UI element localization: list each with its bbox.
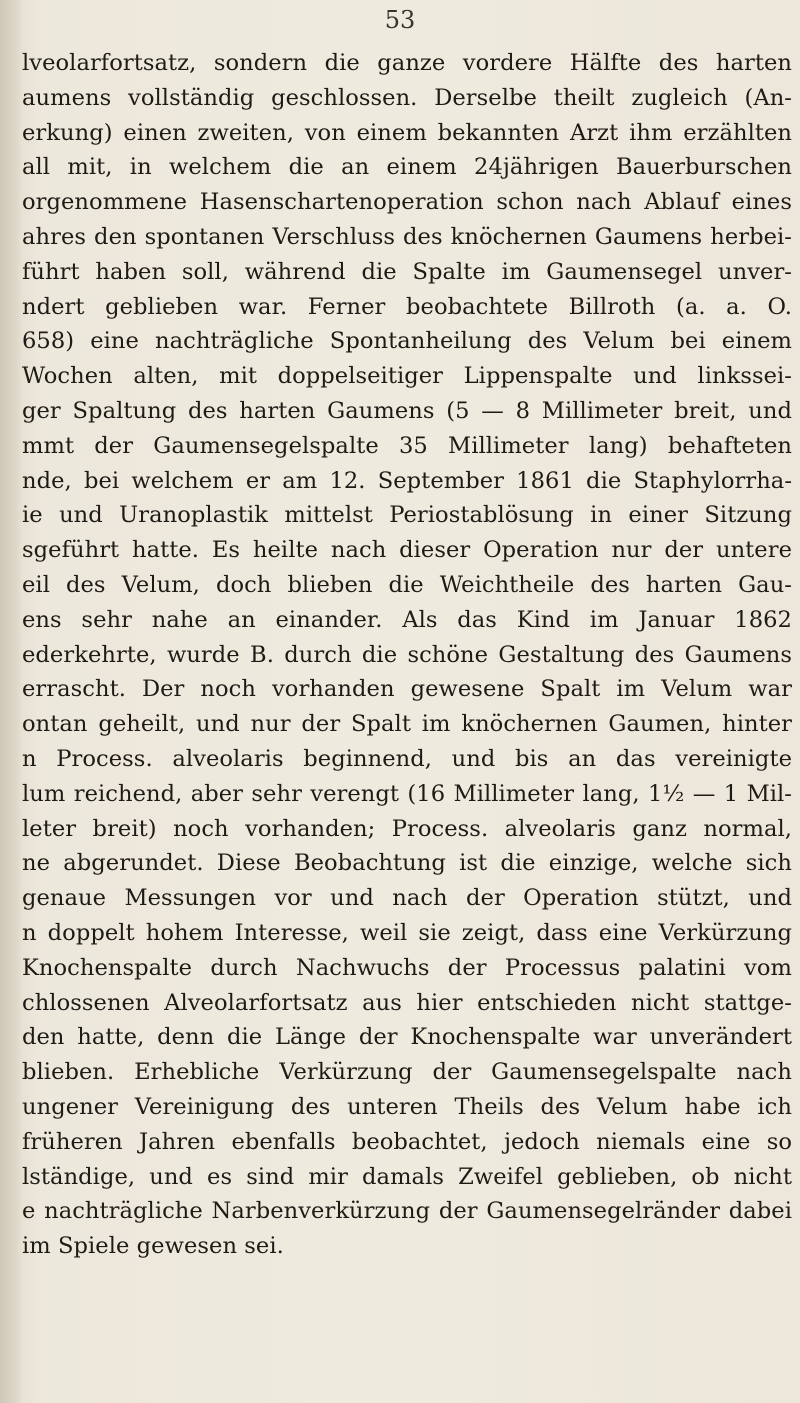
text-line: Knochenspalte durch Nachwuchs der Processus palatini vom: [22, 954, 792, 981]
text-line: all mit, in welchem die an einem 24jährigen Bauerburschen: [22, 154, 792, 181]
text-line: eil des Velum, doch blieben die Weichtheile des harten Gau-: [22, 571, 792, 598]
text-line: n Process. alveolaris beginnend, und bis an das vereinigte: [22, 745, 792, 772]
text-line: früheren Jahren ebenfalls beobachtet, jedoch niemals eine so: [22, 1128, 792, 1155]
text-line: ie und Uranoplastik mittelst Periostablösung in einer Sitzung: [22, 502, 792, 529]
text-line: den hatte, denn die Länge der Knochenspalte war unverändert: [22, 1024, 792, 1051]
text-line: lveolarfortsatz, sondern die ganze vordere Hälfte des harten: [22, 50, 792, 76]
text-line: aumens vollständig geschlossen. Derselbe theilt zugleich (An-: [22, 84, 792, 111]
text-line: führt haben soll, während die Spalte im Gaumensegel unver-: [22, 258, 792, 285]
text-line: ontan geheilt, und nur der Spalt im knöchernen Gaumen, hinter: [22, 711, 792, 738]
text-line: ne abgerundet. Diese Beobachtung ist die einzige, welche sich: [22, 850, 792, 877]
text-line: genaue Messungen vor und nach der Operation stützt, und: [22, 885, 792, 912]
text-line: Wochen alten, mit doppelseitiger Lippenspalte und linkssei-: [22, 363, 792, 390]
text-line: lständige, und es sind mir damals Zweifel geblieben, ob nicht: [22, 1163, 792, 1190]
text-line: chlossenen Alveolarfortsatz aus hier entschieden nicht stattge-: [22, 989, 792, 1016]
book-gutter-shadow: [0, 0, 22, 1403]
text-line: ungener Vereinigung des unteren Theils des Velum habe ich: [22, 1093, 792, 1120]
text-line: ens sehr nahe an einander. Als das Kind im Januar 1862: [22, 606, 792, 633]
text-line: nde, bei welchem er am 12. September 1861 die Staphylorrha-: [22, 467, 792, 494]
text-line: orgenommene Hasenschartenoperation schon nach Ablauf eines: [22, 189, 792, 216]
text-line: sgeführt hatte. Es heilte nach dieser Operation nur der untere: [22, 537, 792, 564]
page-number: 53: [384, 6, 416, 34]
text-line: erkung) einen zweiten, von einem bekannten Arzt ihm erzählten: [22, 119, 792, 146]
text-line: errascht. Der noch vorhanden gewesene Spalt im Velum war: [22, 676, 792, 703]
text-line: ger Spaltung des harten Gaumens (5 — 8 Millimeter breit, und: [22, 397, 792, 424]
text-line: leter breit) noch vorhanden; Process. alveolaris ganz normal,: [22, 815, 792, 842]
text-line: e nachträgliche Narbenverkürzung der Gaumensegelränder dabei: [22, 1198, 792, 1225]
text-line: ederkehrte, wurde B. durch die schöne Gestaltung des Gaumens: [22, 641, 792, 668]
text-line: 658) eine nachträgliche Spontanheilung des Velum bei einem: [22, 328, 792, 355]
body-text: [22, 46, 792, 1264]
text-line: lum reichend, aber sehr verengt (16 Millimeter lang, 1½ — 1 Mil-: [22, 780, 792, 807]
text-line: ahres den spontanen Verschluss des knöchernen Gaumens herbei-: [22, 223, 792, 250]
text-line: mmt der Gaumensegelspalte 35 Millimeter lang) behafteten: [22, 432, 792, 459]
text-line: n doppelt hohem Interesse, weil sie zeigt, dass eine Verkürzung: [22, 919, 792, 946]
text-line: ndert geblieben war. Ferner beobachtete Billroth (a. a. O.: [22, 293, 792, 320]
text-line: blieben. Erhebliche Verkürzung der Gaumensegelspalte nach: [22, 1059, 792, 1086]
text-line-last: im Spiele gewesen sei.: [22, 1233, 284, 1260]
